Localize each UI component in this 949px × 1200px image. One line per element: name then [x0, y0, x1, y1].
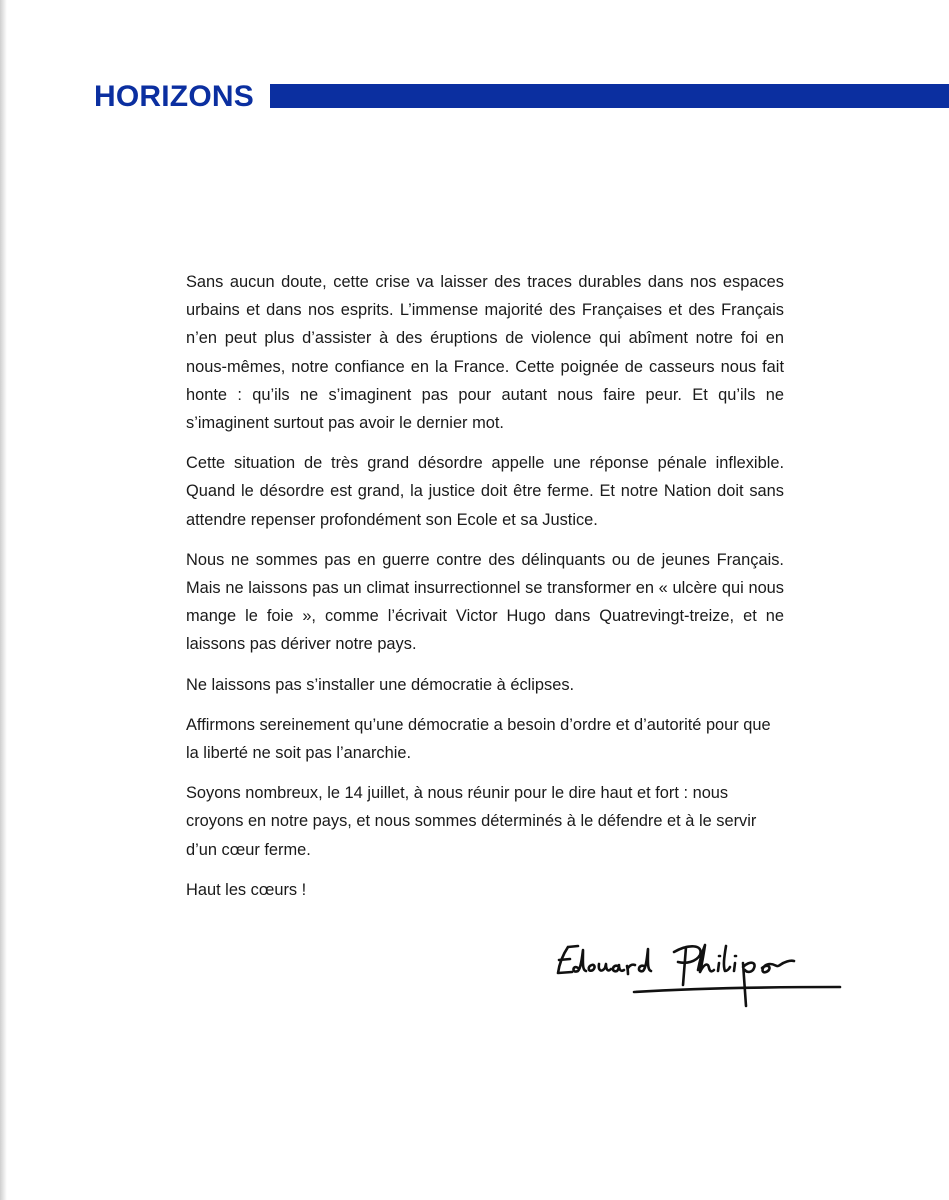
paragraph-2: Cette situation de très grand désordre appelle une réponse pénale inflexible. Quand le désordre est grand, la justice doit être ferme. Et notre Nation doit sans attendre repenser profondément son Ecole et sa Justice. — [186, 454, 784, 529]
handwritten-signature — [548, 930, 848, 1020]
brand-bar — [270, 84, 949, 108]
paragraph-3: Nous ne sommes pas en guerre contre des délinquants ou de jeunes Français. Mais ne laissons pas un climat insurrectionnel se transformer en « ulcère qui nous mange le foie », comme l’écrivait Victor Hugo dans Quatrevingt-treize, et ne laissons pas dériver notre pays. — [186, 550, 784, 654]
brand-logo: HORIZONS — [94, 80, 254, 113]
letterhead — [94, 79, 949, 115]
paragraph-5: Affirmons sereinement qu’une démocratie a besoin d’ordre et d’autorité pour que la liberté ne soit pas l’anarchie. — [186, 715, 771, 763]
page-edge-shadow — [0, 0, 7, 1200]
closing-line: Haut les cœurs ! — [186, 880, 307, 899]
paragraph-1: Sans aucun doute, cette crise va laisser des traces durables dans nos espaces urbains et dans nos esprits. L’immense majorité des Françaises et des Français n’en peut plus d’assister à des éruptions de violence qui abîment notre foi en nous-mêmes, notre confiance en la France. Cette poignée de casseurs nous fait honte : qu’ils ne s’imaginent pas pour autant nous faire peur. Et qu’ils ne s’imaginent surtout pas avoir le dernier mot. — [186, 273, 784, 433]
paragraph-4: Ne laissons pas s’installer une démocratie à éclipses. — [186, 675, 575, 694]
paragraph-6: Soyons nombreux, le 14 juillet, à nous réunir pour le dire haut et fort : nous croyons en notre pays, et nous sommes déterminés à le défendre et à le servir d’un cœur ferme. — [186, 784, 757, 859]
letter-body — [186, 268, 784, 916]
